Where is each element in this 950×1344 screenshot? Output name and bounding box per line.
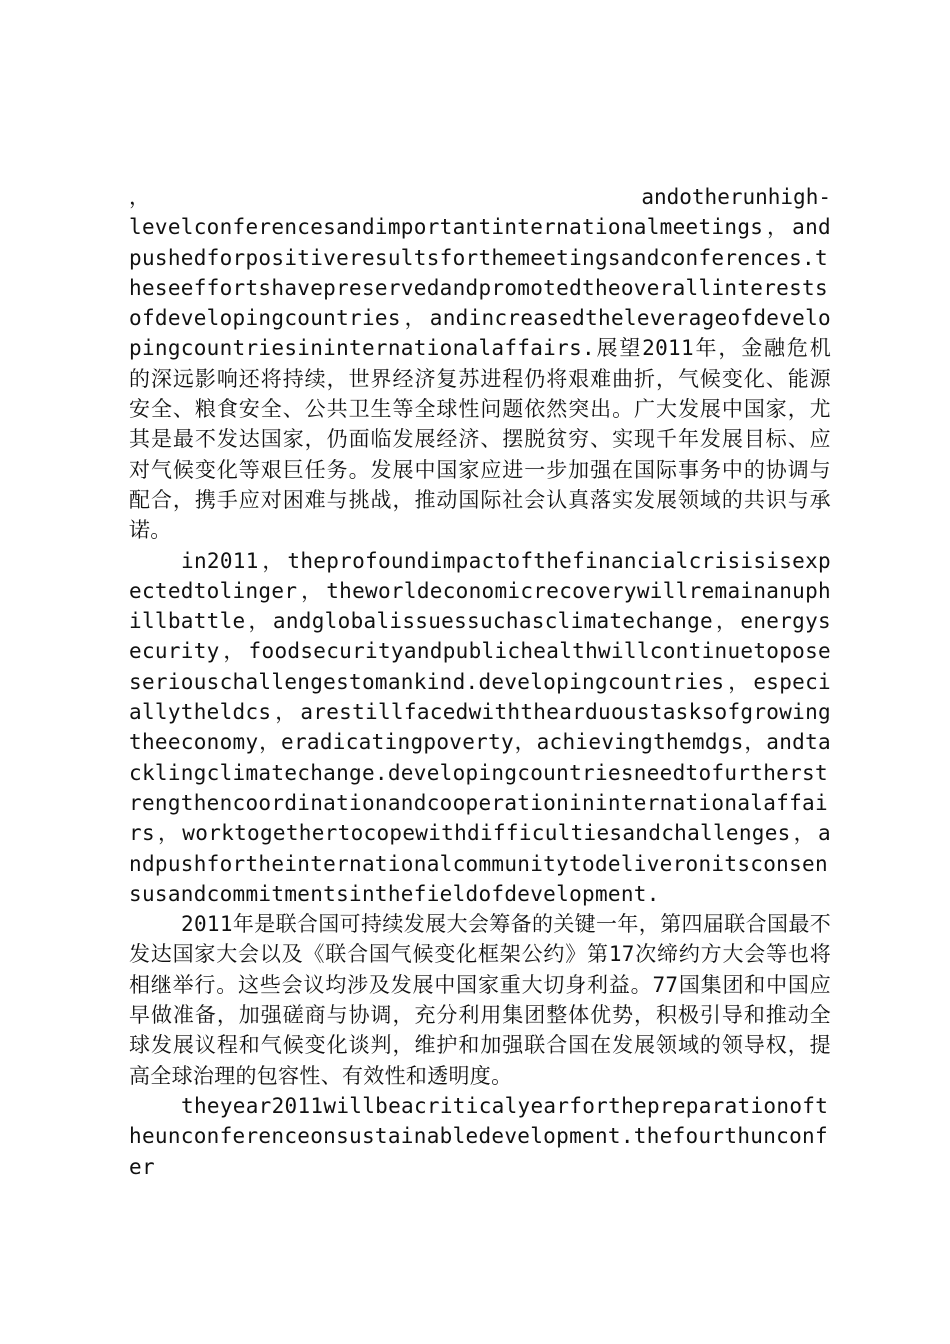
paragraph-1-first-line-left: ， xyxy=(129,185,150,209)
paragraph-3-text: 2011年是联合国可持续发展大会筹备的关键一年，第四届联合国最不发达国家大会以及《联合国气候变化框架公约》第17次缔约方大会等也将相继举行。这些会议均涉及发展中国家重大切身利益。77国集团和中国应早做准备，加强磋商与协调，充分利用集团整体优势，积极引导和推动全球发展议程和气候变化谈判，维护和加强联合国在发展领域的领导权，提高全球治理的包容性、有效性和透明度。 xyxy=(129,912,831,1088)
paragraph-1-first-line xyxy=(129,182,831,212)
paragraph-1-text: levelconferencesandimportantinternationalmeetings，andpushedforpositiveresultsforthemeetingsandconferences.theseeffortshavepreservedandpromotedtheoverallinterestsofdevelopingcountries，andincreasedtheleverageofdevelopingcountriesininternationalaffairs.展望2011年，金融危机的深远影响还将持续，世界经济复苏进程仍将艰难曲折，气候变化、能源安全、粮食安全、公共卫生等全球性问题依然突出。广大发展中国家，尤其是最不发达国家，仍面临发展经济、摆脱贫穷、实现千年发展目标、应对气候变化等艰巨任务。发展中国家应进一步加强在国际事务中的协调与配合，携手应对困难与挑战，推动国际社会认真落实发展领域的共识与承诺。 xyxy=(129,215,831,543)
paragraph-4-text: theyear2011willbeacriticalyearforthepreparationoftheunconferenceonsustainabledevelopment.thefourthunconfer xyxy=(129,1093,829,1179)
paragraph-2-text: in2011，theprofoundimpactofthefinancialcrisisisexpectedtolinger，theworldeconomicrecoverywillremainanuphillbattle，andglobalissuessuchasclimatechange，energysecurity，foodsecurityandpublichealthwillcontinuetoposeseriouschallengestomankind.developingcountries，especiallytheldcs，arestillfacedwiththearduoustasksofgrowingtheeconomy，eradicatingpoverty，achievingthemdgs，andtacklingclimatechange.developingcountriesneedtofurtherstrengthencoordinationandcooperationininternationalaffairs，worktogethertocopewithdifficultiesandchallenges，andpushfortheinternationalcommunitytodeliveronitsconsensusandcommitmentsinthefieldofdevelopment. xyxy=(129,548,831,906)
document-body xyxy=(129,182,831,1182)
paragraph-1-first-line-right: andotherunhigh- xyxy=(641,185,831,209)
paragraph-1 xyxy=(129,182,831,546)
